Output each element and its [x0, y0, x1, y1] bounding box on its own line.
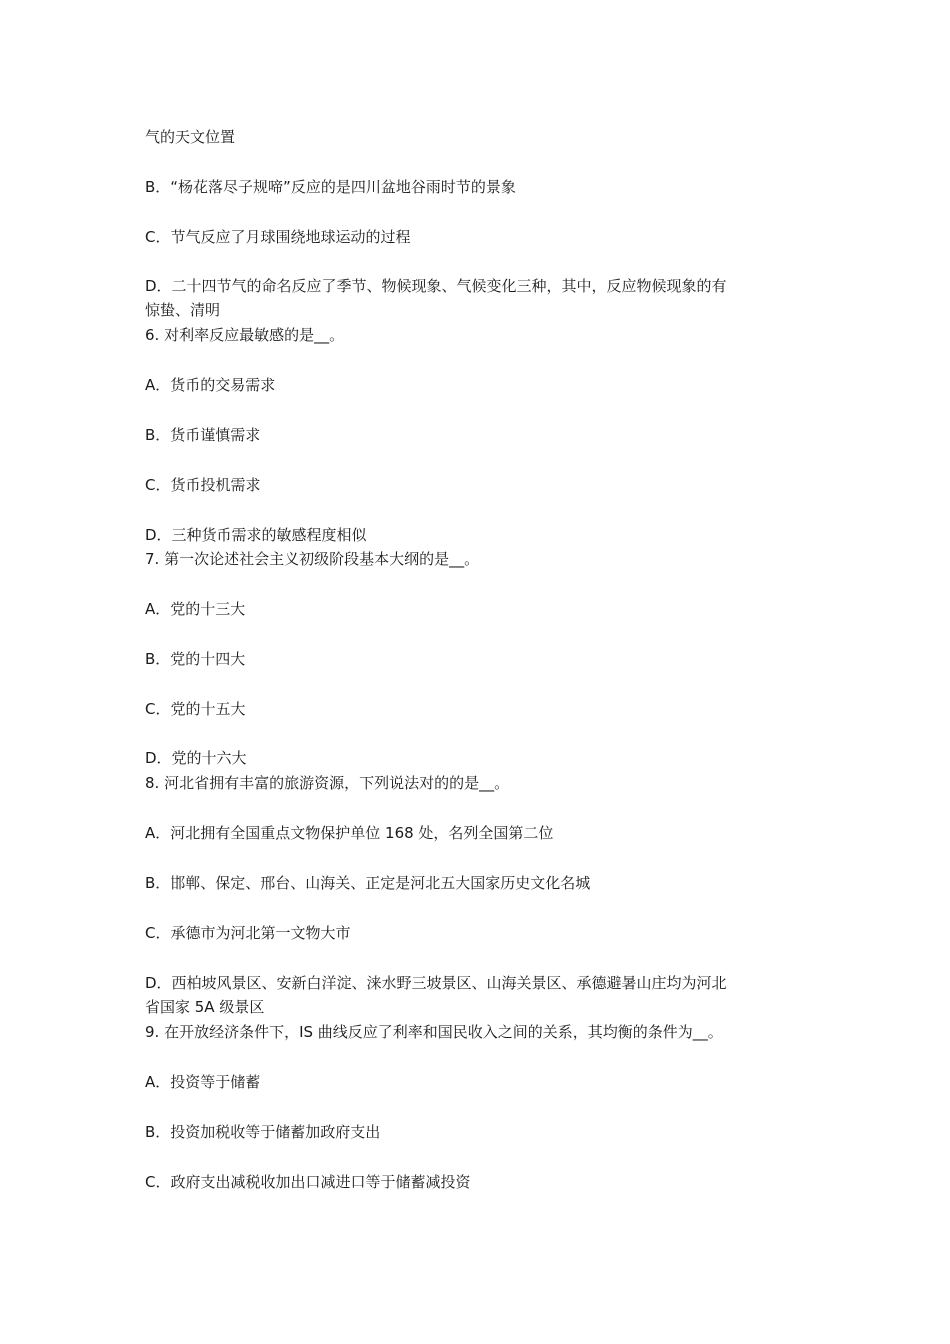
question-8-option-d-continued: 省国家 5A 级景区 — [145, 998, 265, 1016]
question-8-option-a: A．河北拥有全国重点文物保护单位 168 处，名列全国第二位 — [145, 824, 554, 842]
question-7-option-c: C．党的十五大 — [145, 700, 246, 718]
question-9-stem: 9. 在开放经济条件下，IS 曲线反应了利率和国民收入之间的关系，其均衡的条件为__。 — [145, 1023, 723, 1041]
question-6-option-c: C．货币投机需求 — [145, 476, 261, 494]
question-8-option-c: C．承德市为河北第一文物大市 — [145, 924, 351, 942]
question-6-option-b: B．货币谨慎需求 — [145, 426, 261, 444]
question-6-stem: 6. 对利率反应最敏感的是__。 — [145, 326, 345, 344]
question-6-option-a: A．货币的交易需求 — [145, 376, 276, 394]
question-9-option-b: B．投资加税收等于储蓄加政府支出 — [145, 1123, 381, 1141]
question-5-option-d: D．二十四节气的命名反应了季节、物候现象、气候变化三种，其中，反应物候现象的有 — [145, 277, 727, 295]
question-5-text-continued: 气的天文位置 — [145, 128, 236, 146]
question-9-option-a: A．投资等于储蓄 — [145, 1073, 261, 1091]
question-5-option-d-continued: 惊蛰、清明 — [145, 301, 221, 319]
question-7-option-a: A．党的十三大 — [145, 600, 246, 618]
question-8-stem: 8. 河北省拥有丰富的旅游资源，下列说法对的的是__。 — [145, 774, 510, 792]
question-8-option-d: D．西柏坡风景区、安新白洋淀、涞水野三坡景区、山海关景区、承德避暑山庄均为河北 — [145, 974, 727, 992]
question-7-stem: 7. 第一次论述社会主义初级阶段基本大纲的是__。 — [145, 550, 480, 568]
question-7-option-d: D．党的十六大 — [145, 749, 247, 767]
question-9-option-c: C．政府支出减税收加出口减进口等于储蓄减投资 — [145, 1173, 471, 1191]
question-5-option-b: B．“杨花落尽子规啼”反应的是四川盆地谷雨时节的景象 — [145, 178, 516, 196]
question-8-option-b: B．邯郸、保定、邢台、山海关、正定是河北五大国家历史文化名城 — [145, 874, 591, 892]
question-7-option-b: B．党的十四大 — [145, 650, 246, 668]
question-6-option-d: D．三种货币需求的敏感程度相似 — [145, 526, 367, 544]
question-5-option-c: C．节气反应了月球围绕地球运动的过程 — [145, 228, 411, 246]
